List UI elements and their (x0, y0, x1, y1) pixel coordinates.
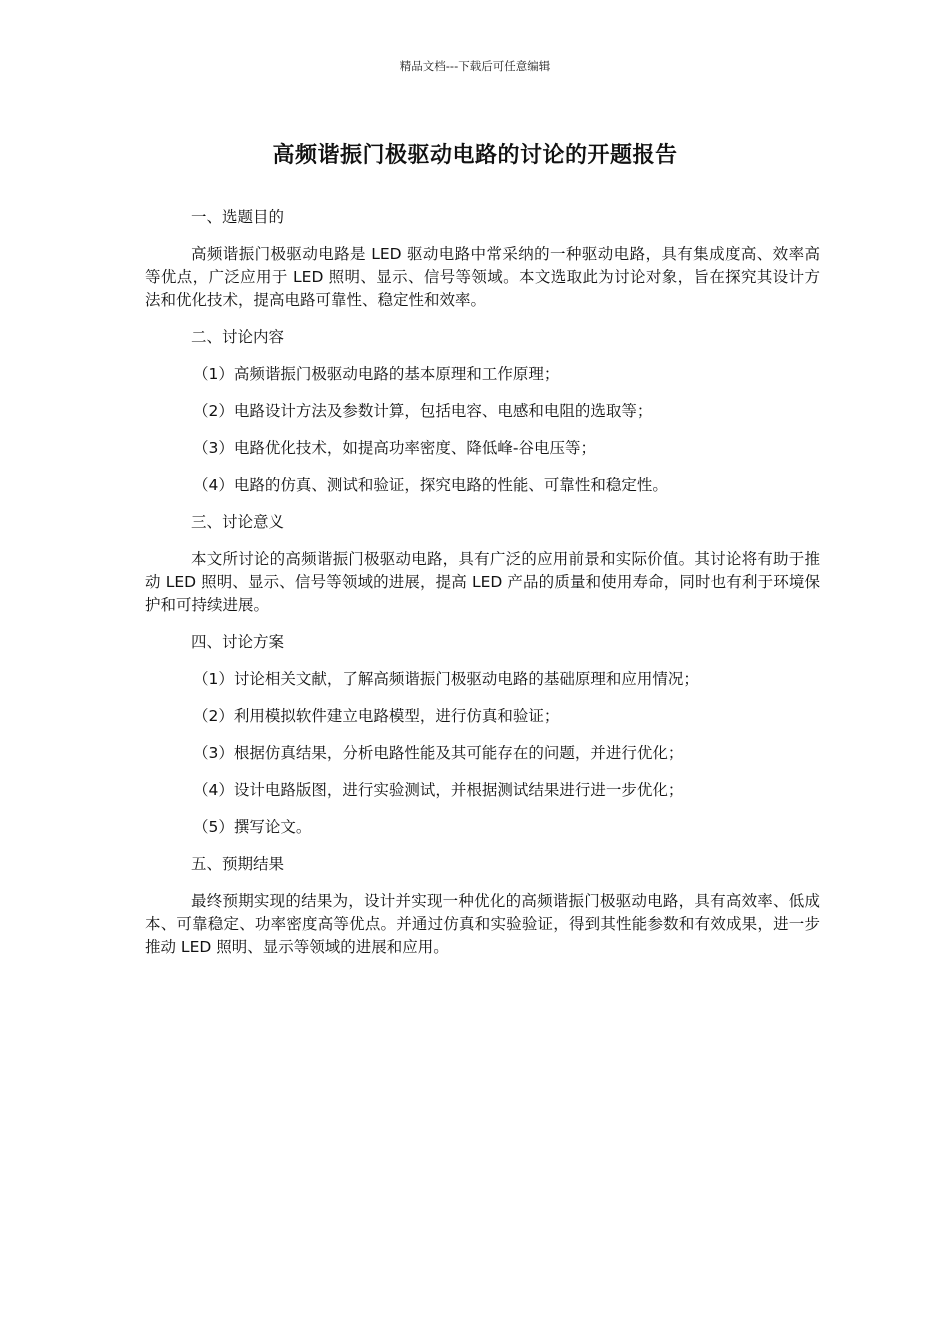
list-item: （3）电路优化技术，如提高功率密度、降低峰-谷电压等； (193, 439, 596, 457)
section-paragraph: 本文所讨论的高频谐振门极驱动电路，具有广泛的应用前景和实际价值。其讨论将有助于推动 LED 照明、显示、信号等领域的进展，提高 LED 产品的质量和使用寿命，同时也有利于环境保护和可持续进展。 (145, 550, 820, 614)
section-significance (145, 511, 820, 617)
page-header: 精品文档---下载后可任意编辑 (399, 59, 551, 73)
document-title: 高频谐振门极驱动电路的讨论的开题报告 (272, 143, 678, 168)
section-paragraph: 高频谐振门极驱动电路是 LED 驱动电路中常采纳的一种驱动电路，具有集成度高、效率高等优点，广泛应用于 LED 照明、显示、信号等领域。本文选取此为讨论对象，旨在探究其设计方法和优化技术，提高电路可靠性、稳定性和效率。 (145, 245, 820, 309)
list-item: （5）撰写论文。 (193, 818, 312, 836)
list-item: （3）根据仿真结果，分析电路性能及其可能存在的问题，并进行优化； (193, 744, 684, 762)
list-item: （2）电路设计方法及参数计算，包括电容、电感和电阻的选取等； (193, 402, 653, 420)
section-paragraph: 最终预期实现的结果为，设计并实现一种优化的高频谐振门极驱动电路，具有高效率、低成本、可靠稳定、功率密度高等优点。并通过仿真和实验验证，得到其性能参数和有效成果，进一步推动 LED 照明、显示等领域的进展和应用。 (145, 892, 820, 956)
list-item: （4）电路的仿真、测试和验证，探究电路的性能、可靠性和稳定性。 (193, 476, 668, 494)
section-expected-results (145, 853, 820, 959)
list-item: （1）讨论相关文献，了解高频谐振门极驱动电路的基础原理和应用情况； (193, 670, 699, 688)
section-purpose (145, 206, 820, 312)
section-heading: 五、预期结果 (191, 855, 285, 873)
section-heading: 三、讨论意义 (191, 513, 285, 531)
section-heading: 四、讨论方案 (191, 633, 285, 651)
section-plan (145, 631, 820, 839)
list-item: （2）利用模拟软件建立电路模型，进行仿真和验证； (193, 707, 560, 725)
list-item: （1）高频谐振门极驱动电路的基本原理和工作原理； (193, 365, 560, 383)
list-item: （4）设计电路版图，进行实验测试，并根据测试结果进行进一步优化； (193, 781, 684, 799)
section-content (145, 326, 820, 497)
section-heading: 二、讨论内容 (191, 328, 285, 346)
section-heading: 一、选题目的 (191, 208, 285, 226)
document-body (145, 206, 820, 973)
